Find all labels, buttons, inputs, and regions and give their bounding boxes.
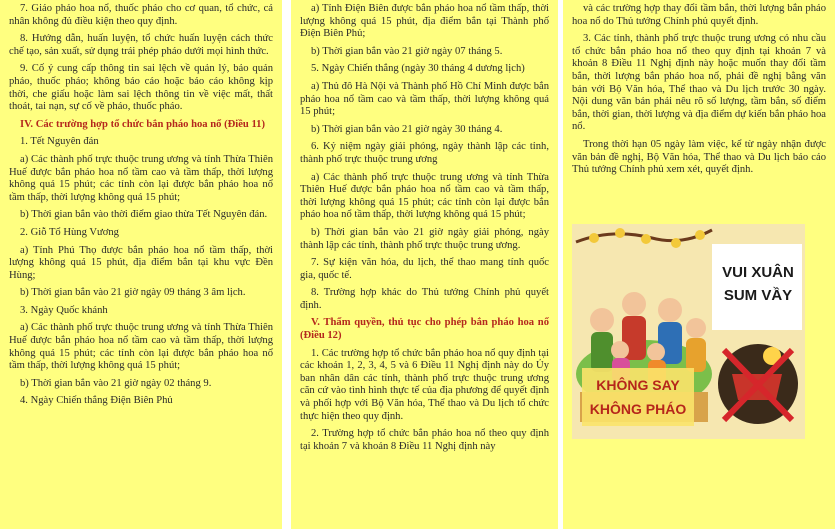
paragraph: b) Thời gian bắn vào 21 giờ ngày giải phóng, ngày thành lập các tỉnh, thành phố trực thuộc trung ương. [300,226,549,251]
paragraph: a) Các thành phố trực thuộc trung ương và tỉnh Thừa Thiên Huế được bắn pháo hoa nổ tầm cao và tầm thấp, thời lượng không quá 15 phút; các tỉnh còn lại được bắn pháo hoa nổ tầm thấp, thời lượng không quá 15 phút; [300,171,549,221]
paragraph: 4. Ngày Chiến thắng Điện Biên Phủ [20,395,173,407]
paragraph: a) Các thành phố trực thuộc trung ương và tỉnh Thừa Thiên Huế được bắn pháo hoa nổ tầm cao và tầm thấp, thời lượng không quá 15 phút; các tỉnh còn lại được bắn pháo hoa nổ tầm thấp, thời lượng không quá 15 phút; [9,153,273,203]
paragraph: 1. Các trường hợp tổ chức bắn pháo hoa nổ quy định tại các khoản 1, 2, 3, 4, 5 và 6 Điều 11 Nghị định này do Ủy ban nhân dân các tỉnh, thành phố trực thuộc trung ương căn cứ vào tình hình thực tế của địa phương để quyết định và phối hợp với Bộ Văn hóa, Thể thao và Du lịch tổ chức thực hiện theo quy định. [300,347,549,422]
paragraph: b) Thời gian bắn vào 21 giờ ngày 02 tháng 9. [20,377,212,389]
paragraph: 3. Ngày Quốc khánh [20,304,108,316]
paragraph: 1. Tết Nguyên đán [20,136,99,148]
section-heading: V. Thẩm quyền, thủ tục cho phép bắn pháo hoa nổ (Điều 12) [300,317,549,342]
slogan-khong-say: KHÔNG SAY [596,377,680,393]
section-heading: IV. Các trường hợp tổ chức bắn pháo hoa nổ (Điều 11) [20,118,265,130]
paragraph: a) Tỉnh Phú Thọ được bắn pháo hoa nổ tầm thấp, thời lượng không quá 15 phút, địa điểm bắn tại khu vực Đền Hùng; [9,244,273,281]
column-left [0,0,282,529]
paragraph: a) Các thành phố trực thuộc trung ương và tỉnh Thừa Thiên Huế được bắn pháo hoa nổ tầm cao và tầm thấp, thời lượng không quá 15 phút; các tỉnh còn lại được bắn pháo hoa nổ tầm thấp, thời lượng không quá 15 phút; [9,322,273,372]
paragraph: và các trường hợp thay đổi tầm bắn, thời lượng bắn pháo hoa nổ do Thủ tướng Chính phủ quyết định. [572,3,826,27]
column-middle [291,0,558,529]
paragraph: b) Thời gian bắn vào thời điểm giao thừa Tết Nguyên đán. [20,209,268,221]
paragraph: 3. Các tỉnh, thành phố trực thuộc trung ương có nhu cầu tổ chức bắn pháo hoa nổ theo quy định tại khoản 7 và khoản 8 Điều 11 Nghị định này hoặc muốn thay đổi tầm bắn, thời lượng bắn pháo hoa nổ, phải đề nghị bằng văn bản với Bộ Văn hóa, Thể thao và Du lịch trước 30 ngày. Nội dung văn bản phải nêu rõ số lượng, tầm bắn, số điểm bắn, thời gian, thời lượng và địa điểm dự kiến bắn pháo hoa nổ. [572,33,826,133]
tet-poster-illustration [572,224,805,439]
paragraph: a) Tỉnh Điện Biên được bắn pháo hoa nổ tầm thấp, thời lượng không quá 15 phút, địa điểm bắn tại Thành phố Điện Biên Phủ; [300,3,549,40]
paragraph: 2. Giỗ Tổ Hùng Vương [20,226,119,238]
paragraph: a) Thủ đô Hà Nội và Thành phố Hồ Chí Minh được bắn pháo hoa nổ tầm cao và tầm thấp, thời lượng không quá 15 phút; [300,80,549,118]
slogan-vui-xuan: VUI XUÂN [722,264,794,281]
paragraph: 7. Sự kiện văn hóa, du lịch, thể thao mang tính quốc gia, quốc tế. [300,257,549,281]
paragraph: 5. Ngày Chiến thắng (ngày 30 tháng 4 dương lịch) [311,63,525,75]
paragraph: b) Thời gian bắn vào 21 giờ ngày 07 tháng 5. [311,45,503,57]
slogan-sum-vay: SUM VẦY [723,287,793,304]
paragraph: 6. Kỷ niệm ngày giải phóng, ngày thành lập các tỉnh, thành phố trực thuộc trung ương [300,141,549,165]
paragraph: b) Thời gian bắn vào 21 giờ ngày 30 tháng 4. [311,123,503,135]
paragraph: 2. Trường hợp tổ chức bắn pháo hoa nổ theo quy định tại khoản 7 và khoản 8 Điều 11 Nghị định này [300,428,549,452]
paragraph: 8. Trường hợp khác do Thủ tướng Chính phủ quyết định. [300,287,549,311]
paragraph: 8. Hướng dẫn, huấn luyện, tổ chức huấn luyện cách thức chế tạo, sản xuất, sử dụng trái phép pháo dưới mọi hình thức. [9,33,273,57]
paragraph: 9. Cố ý cung cấp thông tin sai lệch về quản lý, bảo quản pháo, thuốc pháo; không báo cáo hoặc báo cáo không kịp thời, che giấu hoặc làm sai lệch thông tin về việc mất, thất thoát, tai nạn, sự cố về pháo, thuốc pháo. [9,63,273,113]
column-right [563,0,835,529]
paragraph: Trong thời hạn 05 ngày làm việc, kể từ ngày nhận được văn bản đề nghị, Bộ Văn hóa, Thể thao và Du lịch báo cáo Thủ tướng Chính phủ xem xét, quyết định. [572,138,826,176]
paragraph: b) Thời gian bắn vào 21 giờ ngày 09 tháng 3 âm lịch. [20,287,246,299]
paragraph: 7. Giáo phảo hoa nổ, thuốc pháo cho cơ quan, tổ chức, cá nhân không đủ điều kiện theo quy định. [9,3,273,27]
slogan-khong-phao: KHÔNG PHÁO [589,401,687,417]
